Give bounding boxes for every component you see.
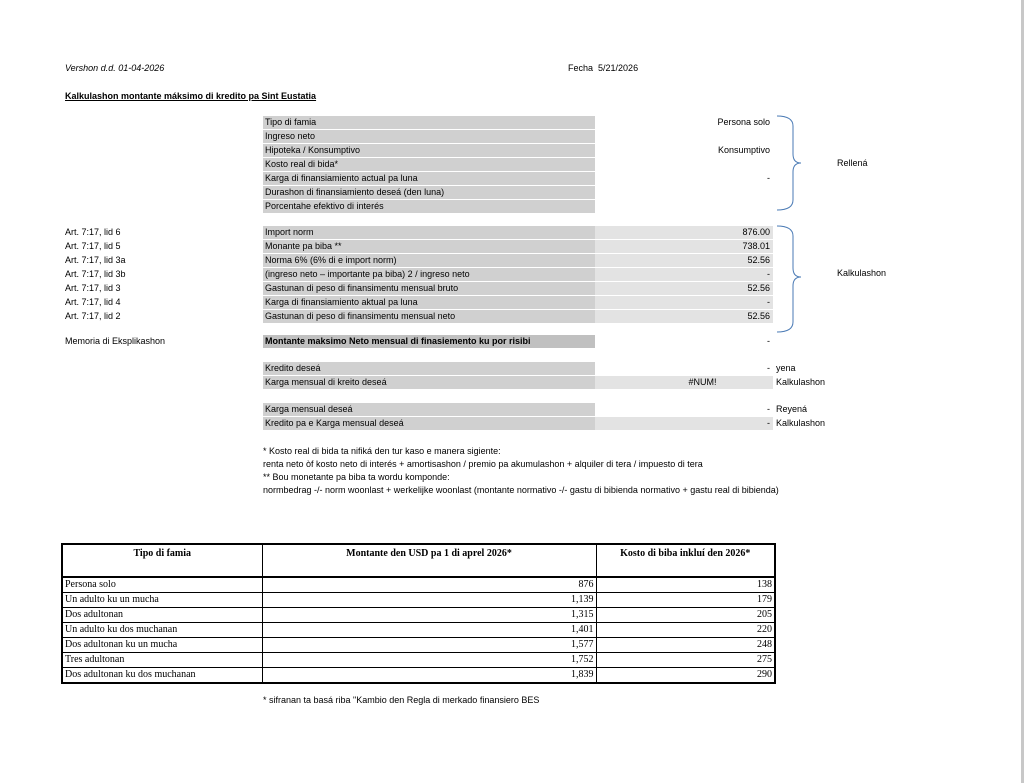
date-field [568,63,638,73]
cell-cost: 290 [596,668,775,684]
input-value-durashon[interactable] [595,186,773,199]
art-ref: Art. 7:17, lid 2 [65,311,121,321]
brace-input-icon [775,114,805,212]
input-value-porcentahe[interactable] [595,200,773,213]
karga-desea-side: Reyená [776,404,808,414]
cell-cost: 220 [596,623,775,638]
input-value-hipoteka[interactable]: Konsumptivo [717,145,770,155]
calc-value-monante-pa-biba: 738.01 [595,240,773,253]
input-value-karga-actual[interactable]: - [767,173,770,183]
note-line: * Kosto real di bida ta nifiká den tur kaso e manera sigiente: [263,446,501,456]
input-label-hipoteka: Hipoteka / Konsumptivo [263,144,595,157]
calc-label-gastu-neto: Gastunan di peso di finansimentu mensual neto [263,310,595,323]
kredito-karga-value: - [595,417,773,430]
calc-label-gastu-bruto: Gastunan di peso di finansimentu mensual bruto [263,282,595,295]
calc-value-gastu-neto: 52.56 [595,310,773,323]
kredito-karga-side: Kalkulashon [776,418,826,428]
karga-desea-label: Karga mensual deseá [263,403,595,416]
cell-type: Tres adultonan [62,653,262,668]
calc-label-import-norm: Import norm [263,226,595,239]
art-ref: Art. 7:17, lid 5 [65,241,121,251]
table-row [62,593,775,608]
cell-cost: 205 [596,608,775,623]
kredito-desea-label: Kredito deseá [263,362,595,375]
cell-amount: 1,839 [262,668,596,684]
cell-type: Dos adultonan [62,608,262,623]
art-ref: Art. 7:17, lid 3 [65,283,121,293]
calc-value-gastu-bruto: 52.56 [595,282,773,295]
karga-kredito-value: #NUM! [595,376,773,389]
calc-label-monante-pa-biba: Monante pa biba ** [263,240,595,253]
art-ref: Art. 7:17, lid 3a [65,255,126,265]
cell-amount: 1,401 [262,623,596,638]
input-label-tipo-di-famia: Tipo di famia [263,116,595,129]
date-label: Fecha [568,63,594,73]
input-label-porcentahe: Porcentahe efektivo di interés [263,200,595,213]
table-row [62,653,775,668]
table-row [62,623,775,638]
table-row [62,638,775,653]
notes-block [263,445,779,497]
cell-amount: 1,577 [262,638,596,653]
table-row [62,608,775,623]
table-row [62,577,775,593]
cell-type: Dos adultonan ku un mucha [62,638,262,653]
date-value: 5/21/2026 [598,63,639,73]
input-value-ingreso-neto[interactable] [595,130,773,143]
calc-label-karga-aktual: Karga di finansiamiento aktual pa luna [263,296,595,309]
cell-amount: 1,752 [262,653,596,668]
brace-calc-icon [775,224,805,334]
cell-cost: 248 [596,638,775,653]
page-title: Kalkulashon montante máksimo di kredito pa Sint Eustatia [65,91,317,101]
calc-label-ingreso-ratio: (ingreso neto – importante pa biba) 2 / ingreso neto [263,268,595,281]
column-header-tipo: Tipo di famia [62,544,262,577]
max-net-monthly-label: Montante maksimo Neto mensual di finasiemento ku por risibi [263,335,595,348]
input-label-durashon: Durashon di finansiamiento deseá (den luna) [263,186,595,199]
karga-kredito-side: Kalkulashon [776,377,826,387]
cell-amount: 876 [262,577,596,593]
art-ref: Art. 7:17, lid 4 [65,297,121,307]
input-value-kosto-real[interactable] [595,158,773,171]
input-label-ingreso-neto: Ingreso neto [263,130,595,143]
cell-type: Un adulto ku dos muchanan [62,623,262,638]
table-footnote: * sifranan ta basá riba "Kambio den Regla di merkado finansiero BES [263,695,540,705]
note-line: normbedrag -/- norm woonlast + werkelijke woonlast (montante normativo -/- gastu di bibienda normativo + gastu real di bibienda) [263,485,779,495]
input-value-tipo-di-famia[interactable]: Persona solo [717,117,770,127]
calc-value-karga-aktual: - [595,296,773,309]
side-label-rellena: Rellená [837,158,868,168]
kredito-desea-value[interactable]: - [767,363,770,373]
art-ref: Art. 7:17, lid 6 [65,227,121,237]
cell-type: Un adulto ku un mucha [62,593,262,608]
cell-cost: 138 [596,577,775,593]
version-label: Vershon d.d. 01-04-2026 [65,63,165,73]
cell-cost: 179 [596,593,775,608]
note-line: renta neto òf kosto neto di interés + amortisashon / premio pa akumulashon + alquiler di tera / impuesto di tera [263,459,703,469]
calc-label-norma-6: Norma 6% (6% di e import norm) [263,254,595,267]
table-row [62,668,775,684]
side-label-kalkulashon: Kalkulashon [837,268,887,278]
input-label-kosto-real: Kosto real di bida* [263,158,595,171]
cell-cost: 275 [596,653,775,668]
cell-type: Persona solo [62,577,262,593]
calc-value-norma-6: 52.56 [595,254,773,267]
karga-kredito-label: Karga mensual di kreito deseá [263,376,595,389]
kredito-desea-side: yena [776,363,796,373]
kredito-karga-label: Kredito pa e Karga mensual deseá [263,417,595,430]
max-net-monthly-value: - [767,336,770,346]
table-header-row [62,544,775,577]
column-header-montante: Montante den USD pa 1 di aprel 2026* [262,544,596,577]
karga-desea-value[interactable]: - [767,404,770,414]
cell-amount: 1,315 [262,608,596,623]
cell-amount: 1,139 [262,593,596,608]
cell-type: Dos adultonan ku dos muchanan [62,668,262,684]
art-ref: Art. 7:17, lid 3b [65,269,126,279]
column-header-kosto: Kosto di biba inkluí den 2026* [596,544,775,577]
memoria-label[interactable]: Memoria di Eksplikashon [65,336,166,346]
calc-value-ingreso-ratio: - [595,268,773,281]
input-label-karga-actual: Karga di finansiamiento actual pa luna [263,172,595,185]
calc-value-import-norm: 876.00 [595,226,773,239]
family-amount-table [61,543,776,684]
note-line: ** Bou monetante pa biba ta wordu komponde: [263,472,450,482]
